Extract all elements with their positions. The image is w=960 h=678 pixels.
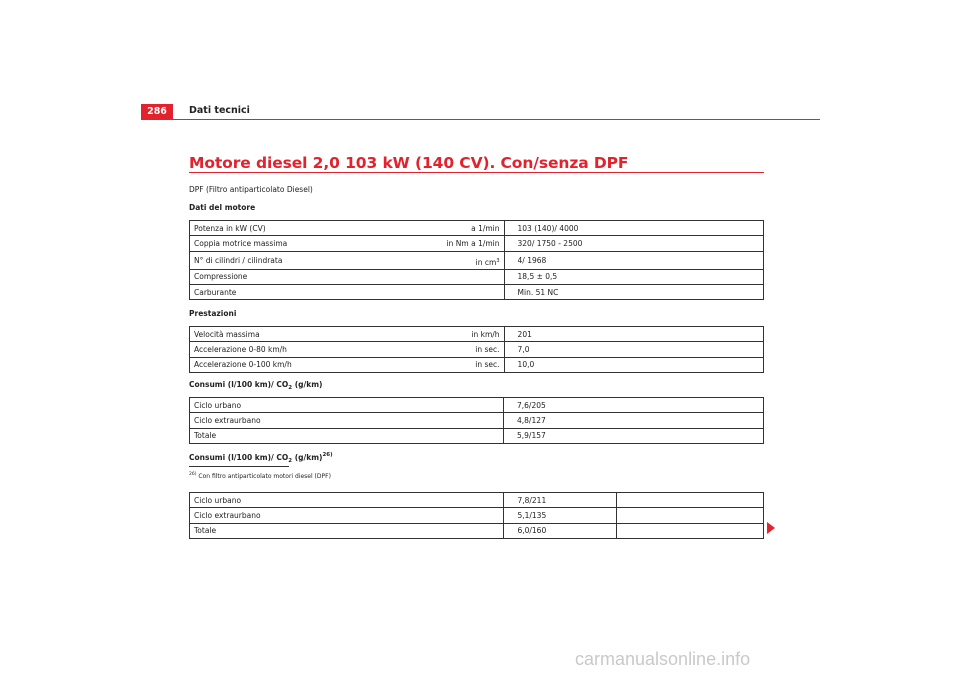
watermark-text: carmanualsonline.info: [575, 649, 751, 669]
footnote-reference: 26): [322, 452, 333, 458]
heading-text: (g/km): [292, 380, 323, 389]
table-row: [190, 221, 764, 236]
title-divider: [189, 172, 764, 173]
table-row: [190, 251, 764, 269]
engine-heading: Dati del motore: [189, 203, 256, 212]
heading-text: Consumi (l/100 km)/ CO: [189, 380, 289, 389]
row-unit: in sec.: [389, 357, 504, 372]
row-value: 18,5 ± 0,5: [504, 269, 763, 284]
row-label: Ciclo extraurbano: [190, 508, 504, 523]
table-row: [190, 284, 764, 299]
row-value: 7,0: [504, 342, 763, 357]
heading-subscript: 2: [288, 385, 293, 391]
row-label: Compressione: [190, 269, 390, 284]
row-unit: [389, 251, 504, 269]
empty-cell: [617, 508, 764, 523]
footnote-divider: [189, 466, 289, 467]
table-row: [190, 327, 764, 342]
heading-text: Consumi (l/100 km)/ CO: [189, 453, 289, 462]
performance-table: [189, 326, 764, 373]
row-value: 6,0/160: [504, 523, 617, 538]
table-row: [190, 508, 764, 523]
row-value: Min. 51 NC: [504, 284, 763, 299]
table-row: [190, 357, 764, 372]
empty-cell: [617, 523, 764, 538]
row-label: Ciclo extraurbano: [190, 413, 504, 428]
row-label: Carburante: [190, 284, 390, 299]
row-label: Potenza in kW (CV): [190, 221, 390, 236]
row-unit: in km/h: [389, 327, 504, 342]
table-row: [190, 413, 764, 428]
performance-heading: Prestazioni: [189, 309, 237, 318]
row-label: Velocità massima: [190, 327, 390, 342]
row-unit: in sec.: [389, 342, 504, 357]
row-value: 10,0: [504, 357, 763, 372]
engine-data-table: [189, 220, 764, 300]
row-label: Totale: [190, 428, 504, 443]
row-value: 320/ 1750 - 2500: [504, 236, 763, 251]
table-row: [190, 236, 764, 251]
row-label: Ciclo urbano: [190, 398, 504, 413]
table-row: [190, 342, 764, 357]
table-row: [190, 269, 764, 284]
row-label: Coppia motrice massima: [190, 236, 390, 251]
row-value: 4,8/127: [504, 413, 764, 428]
unit-text: in cm: [475, 257, 497, 267]
table-row: [190, 493, 764, 508]
row-unit: [389, 269, 504, 284]
row-label: N° di cilindri / cilindrata: [190, 251, 390, 269]
page-title: Motore diesel 2,0 103 kW (140 CV). Con/senza DPF: [189, 154, 629, 172]
row-value: 7,6/205: [504, 398, 764, 413]
row-label: Ciclo urbano: [190, 493, 504, 508]
consumption-dpf-table: [189, 492, 764, 539]
table-row: [190, 398, 764, 413]
row-value: 5,9/157: [504, 428, 764, 443]
header-divider: [141, 119, 820, 120]
row-label: Totale: [190, 523, 504, 538]
row-label: Accelerazione 0-100 km/h: [190, 357, 390, 372]
intro-text: DPF (Filtro antiparticolato Diesel): [189, 185, 313, 194]
row-value: 201: [504, 327, 763, 342]
footnote-text: Con filtro antiparticolato motori diesel (DPF): [198, 473, 331, 480]
table-row: [190, 523, 764, 538]
unit-superscript: 3: [496, 257, 500, 264]
consumption-table: [189, 397, 764, 444]
empty-cell: [617, 493, 764, 508]
section-title: Dati tecnici: [189, 105, 250, 116]
row-unit: [389, 284, 504, 299]
footnote-marker: 26): [189, 472, 197, 477]
next-page-arrow-icon[interactable]: [767, 522, 775, 534]
row-value: 5,1/135: [504, 508, 617, 523]
consumption-dpf-heading: [189, 452, 333, 464]
row-unit: a 1/min: [389, 221, 504, 236]
page-number: 286: [141, 104, 173, 119]
row-value: 7,8/211: [504, 493, 617, 508]
table-row: [190, 428, 764, 443]
row-label: Accelerazione 0-80 km/h: [190, 342, 390, 357]
row-unit: in Nm a 1/min: [389, 236, 504, 251]
row-value: 103 (140)/ 4000: [504, 221, 763, 236]
footnote: [189, 472, 331, 480]
heading-text: (g/km): [292, 453, 323, 462]
row-value: 4/ 1968: [504, 251, 763, 269]
heading-subscript: 2: [288, 458, 293, 464]
consumption-heading: [189, 380, 322, 391]
